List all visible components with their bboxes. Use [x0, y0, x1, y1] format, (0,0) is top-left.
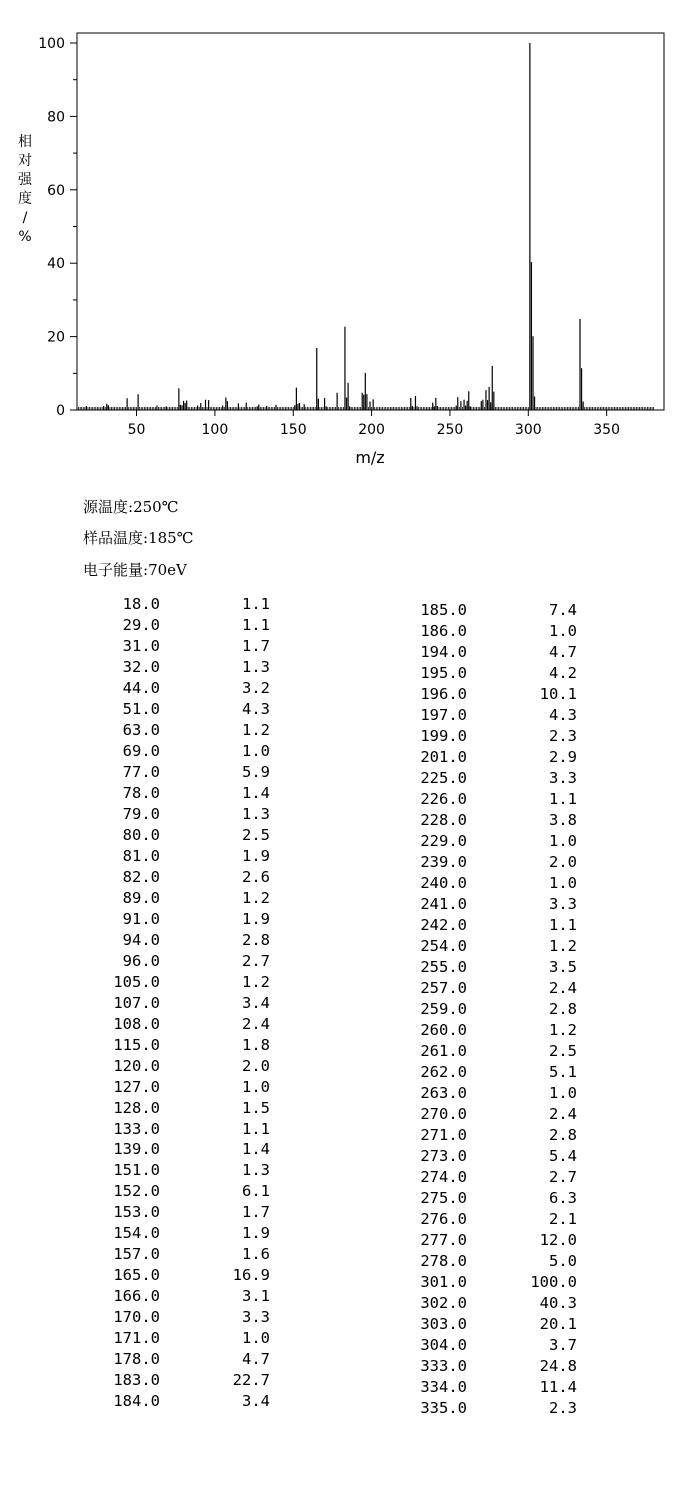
mz-value: 78.0 [122, 783, 160, 802]
relative-abundance: 5.9 [242, 762, 270, 781]
y-tick-label: 60 [47, 182, 65, 199]
mz-value: 166.0 [113, 1287, 160, 1306]
mz-value: 153.0 [113, 1203, 160, 1222]
mz-value: 89.0 [122, 888, 160, 907]
peak-bars [86, 43, 583, 410]
relative-abundance: 3.7 [549, 1335, 577, 1354]
mz-value: 154.0 [113, 1224, 160, 1243]
mz-value: 304.0 [420, 1335, 467, 1354]
x-tick-label: 350 [593, 422, 621, 438]
relative-abundance: 1.0 [549, 831, 577, 850]
condition-label: 源温度 [83, 498, 129, 516]
mz-value: 31.0 [122, 636, 160, 655]
mz-value: 79.0 [122, 804, 160, 823]
mz-value: 51.0 [122, 699, 160, 718]
mz-value: 274.0 [420, 1167, 467, 1186]
relative-abundance: 3.4 [242, 993, 270, 1012]
mz-value: 263.0 [420, 1083, 467, 1102]
mz-value: 242.0 [420, 915, 467, 934]
mz-value: 262.0 [420, 1062, 467, 1081]
mz-value: 44.0 [122, 678, 160, 697]
relative-abundance: 1.7 [242, 1203, 270, 1222]
condition-sample-temp [83, 527, 193, 548]
relative-abundance: 1.7 [242, 636, 270, 655]
mz-value: 225.0 [420, 768, 467, 787]
x-tick-label: 200 [358, 422, 385, 438]
relative-abundance: 40.3 [539, 1293, 577, 1312]
condition-value: :185℃ [143, 529, 194, 547]
relative-abundance: 1.9 [242, 846, 270, 865]
relative-abundance: 2.0 [242, 1056, 270, 1075]
mz-value: 240.0 [420, 873, 467, 892]
mz-value: 32.0 [122, 657, 160, 676]
relative-abundance: 1.1 [242, 595, 270, 613]
relative-abundance: 3.3 [549, 768, 577, 787]
mz-value: 183.0 [113, 1371, 160, 1390]
x-tick-label: 100 [201, 422, 229, 438]
mz-value: 128.0 [113, 1098, 160, 1117]
relative-abundance: 16.9 [232, 1266, 270, 1285]
relative-abundance: 1.4 [242, 783, 270, 802]
relative-abundance: 3.4 [242, 1392, 270, 1411]
relative-abundance: 5.4 [549, 1146, 577, 1165]
relative-abundance: 1.1 [242, 615, 270, 634]
x-tick-label: 250 [436, 422, 464, 438]
relative-abundance: 1.6 [242, 1245, 270, 1264]
relative-abundance: 2.5 [242, 825, 270, 844]
relative-abundance: 2.7 [242, 951, 270, 970]
relative-abundance: 3.2 [242, 678, 270, 697]
relative-abundance: 2.5 [549, 1041, 577, 1060]
x-axis [128, 410, 620, 438]
mz-value: 108.0 [113, 1014, 160, 1033]
mz-value: 301.0 [420, 1272, 467, 1291]
relative-abundance: 1.0 [242, 1077, 270, 1096]
relative-abundance: 5.0 [549, 1251, 577, 1270]
relative-abundance: 1.9 [242, 1224, 270, 1243]
mz-value: 255.0 [420, 957, 467, 976]
mz-value: 178.0 [113, 1350, 160, 1369]
mz-value: 29.0 [122, 615, 160, 634]
relative-abundance: 100.0 [530, 1272, 577, 1291]
mz-value: 273.0 [420, 1146, 467, 1165]
relative-abundance: 1.2 [242, 888, 270, 907]
relative-abundance: 4.3 [549, 705, 577, 724]
relative-abundance: 3.3 [242, 1308, 270, 1327]
mz-value: 77.0 [122, 762, 160, 781]
mz-value: 303.0 [420, 1314, 467, 1333]
relative-abundance: 1.1 [549, 789, 577, 808]
relative-abundance: 6.3 [549, 1188, 577, 1207]
y-tick-label: 20 [47, 329, 65, 346]
relative-abundance: 5.1 [549, 1062, 577, 1081]
relative-abundance: 20.1 [539, 1314, 577, 1333]
mz-value: 185.0 [420, 601, 467, 619]
relative-abundance: 2.7 [549, 1167, 577, 1186]
relative-abundance: 1.0 [549, 873, 577, 892]
mz-value: 257.0 [420, 978, 467, 997]
x-axis-label: m/z [355, 448, 385, 467]
relative-abundance: 2.4 [242, 1014, 270, 1033]
relative-abundance: 1.0 [549, 1083, 577, 1102]
mz-value: 335.0 [420, 1398, 467, 1417]
mz-value: 171.0 [113, 1329, 160, 1348]
relative-abundance: 11.4 [539, 1377, 577, 1396]
relative-abundance: 2.3 [549, 1398, 577, 1417]
mz-value: 275.0 [420, 1188, 467, 1207]
mz-value: 186.0 [420, 621, 467, 640]
x-tick-label: 300 [514, 422, 542, 438]
mz-value: 197.0 [420, 705, 467, 724]
relative-abundance: 2.8 [549, 1125, 577, 1144]
mz-value: 107.0 [113, 993, 160, 1012]
mz-value: 334.0 [420, 1377, 467, 1396]
mz-value: 277.0 [420, 1230, 467, 1249]
relative-abundance: 1.0 [549, 621, 577, 640]
relative-abundance: 12.0 [539, 1230, 577, 1249]
relative-abundance: 4.7 [549, 642, 577, 661]
relative-abundance: 1.2 [242, 972, 270, 991]
relative-abundance: 1.0 [242, 741, 270, 760]
mz-value: 18.0 [122, 595, 160, 613]
condition-label: 电子能量 [83, 561, 144, 579]
mz-value: 229.0 [420, 831, 467, 850]
mz-value: 333.0 [420, 1356, 467, 1375]
relative-abundance: 1.1 [549, 915, 577, 934]
mz-value: 271.0 [420, 1125, 467, 1144]
relative-abundance: 1.1 [242, 1119, 270, 1138]
relative-abundance: 2.3 [549, 726, 577, 745]
relative-abundance: 1.9 [242, 909, 270, 928]
relative-abundance: 1.3 [242, 657, 270, 676]
relative-abundance: 2.8 [242, 930, 270, 949]
relative-abundance: 24.8 [539, 1356, 577, 1375]
mz-value: 184.0 [113, 1392, 160, 1411]
condition-value: :70eV [143, 561, 187, 579]
mz-value: 228.0 [420, 810, 467, 829]
mz-value: 127.0 [113, 1077, 160, 1096]
relative-abundance: 4.3 [242, 699, 270, 718]
relative-abundance: 2.4 [549, 1104, 577, 1123]
mz-value: 254.0 [420, 936, 467, 955]
mz-value: 151.0 [113, 1161, 160, 1180]
mz-value: 241.0 [420, 894, 467, 913]
mz-value: 194.0 [420, 642, 467, 661]
relative-abundance: 2.8 [549, 999, 577, 1018]
relative-abundance: 2.0 [549, 852, 577, 871]
condition-value: :250℃ [128, 498, 179, 516]
x-tick-label: 150 [279, 422, 307, 438]
mz-value: 94.0 [122, 930, 160, 949]
y-axis-label: 相对强度/ % [18, 134, 32, 245]
mz-value: 302.0 [420, 1293, 467, 1312]
relative-abundance: 3.3 [549, 894, 577, 913]
relative-abundance: 3.5 [549, 957, 577, 976]
relative-abundance: 1.0 [242, 1329, 270, 1348]
mz-value: 201.0 [420, 747, 467, 766]
mz-value: 195.0 [420, 663, 467, 682]
relative-abundance: 4.7 [242, 1350, 270, 1369]
y-tick-label: 40 [47, 256, 65, 273]
mz-value: 278.0 [420, 1251, 467, 1270]
mz-value: 120.0 [113, 1056, 160, 1075]
mz-value: 157.0 [113, 1245, 160, 1264]
x-tick-label: 50 [127, 422, 146, 438]
condition-electron-energy [83, 559, 187, 580]
relative-abundance: 3.8 [549, 810, 577, 829]
mz-value: 63.0 [122, 720, 160, 739]
relative-abundance: 7.4 [549, 601, 577, 619]
relative-abundance: 2.9 [549, 747, 577, 766]
relative-abundance: 6.1 [242, 1182, 270, 1201]
relative-abundance: 1.2 [549, 936, 577, 955]
mz-value: 260.0 [420, 1020, 467, 1039]
mz-value: 165.0 [113, 1266, 160, 1285]
relative-abundance: 1.2 [242, 720, 270, 739]
relative-abundance: 1.2 [549, 1020, 577, 1039]
y-tick-label: 80 [47, 109, 65, 126]
mz-value: 270.0 [420, 1104, 467, 1123]
relative-abundance: 2.1 [549, 1209, 577, 1228]
relative-abundance: 22.7 [232, 1371, 270, 1390]
y-axis [38, 36, 77, 419]
mass-spectrum-chart [0, 0, 687, 480]
mz-value: 115.0 [113, 1035, 160, 1054]
relative-abundance: 1.3 [242, 1161, 270, 1180]
y-tick-label: 0 [56, 403, 65, 419]
mz-value: 170.0 [113, 1308, 160, 1327]
y-tick-label: 100 [38, 36, 65, 52]
relative-abundance: 4.2 [549, 663, 577, 682]
relative-abundance: 1.5 [242, 1098, 270, 1117]
mz-value: 91.0 [122, 909, 160, 928]
relative-abundance: 1.3 [242, 804, 270, 823]
relative-abundance: 10.1 [539, 684, 577, 703]
mz-value: 105.0 [113, 972, 160, 991]
mz-value: 80.0 [122, 825, 160, 844]
mz-value: 82.0 [122, 867, 160, 886]
relative-abundance: 3.1 [242, 1287, 270, 1306]
mz-value: 81.0 [122, 846, 160, 865]
mz-value: 276.0 [420, 1209, 467, 1228]
mz-value: 69.0 [122, 741, 160, 760]
mz-value: 139.0 [113, 1140, 160, 1159]
mz-value: 239.0 [420, 852, 467, 871]
mz-value: 199.0 [420, 726, 467, 745]
mz-value: 226.0 [420, 789, 467, 808]
mz-value: 152.0 [113, 1182, 160, 1201]
mz-value: 261.0 [420, 1041, 467, 1060]
mz-value: 196.0 [420, 684, 467, 703]
relative-abundance: 1.4 [242, 1140, 270, 1159]
mz-value: 96.0 [122, 951, 160, 970]
plot-frame [77, 33, 664, 410]
relative-abundance: 2.4 [549, 978, 577, 997]
relative-abundance: 2.6 [242, 867, 270, 886]
condition-source-temp [83, 496, 178, 517]
condition-label: 样品温度 [83, 529, 144, 547]
mz-value: 259.0 [420, 999, 467, 1018]
mz-value: 133.0 [113, 1119, 160, 1138]
relative-abundance: 1.8 [242, 1035, 270, 1054]
